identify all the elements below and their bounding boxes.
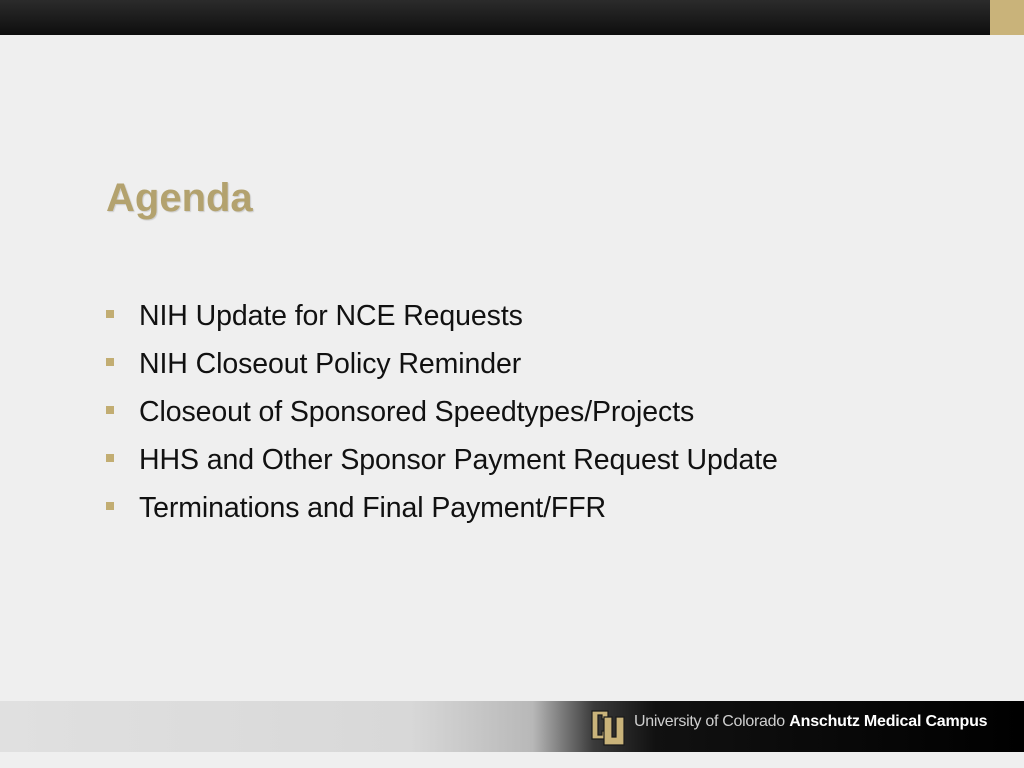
cu-logo-svg [588, 705, 626, 747]
agenda-item-text: Terminations and Final Payment/FFR [139, 491, 607, 524]
agenda-item-text: NIH Update for NCE Requests [139, 299, 523, 332]
cu-logo-icon [588, 705, 626, 747]
top-accent-block [990, 0, 1024, 35]
agenda-list [106, 292, 778, 532]
bullet-square-icon [106, 502, 114, 510]
bullet-square-icon [106, 454, 114, 462]
university-name: University of Colorado [634, 713, 785, 730]
agenda-item [106, 436, 778, 484]
top-bar [0, 0, 1024, 35]
agenda-item [106, 292, 778, 340]
bullet-square-icon [106, 310, 114, 318]
bullet-square-icon [106, 406, 114, 414]
agenda-item-text: Closeout of Sponsored Speedtypes/Projects [139, 395, 695, 428]
footer-wordmark [634, 713, 987, 731]
campus-name: Anschutz Medical Campus [789, 713, 988, 730]
agenda-item-text: HHS and Other Sponsor Payment Request Update [139, 443, 778, 476]
bullet-square-icon [106, 358, 114, 366]
agenda-item [106, 340, 778, 388]
footer-bottom-strip [0, 752, 1024, 768]
agenda-item [106, 484, 778, 532]
agenda-item-text: NIH Closeout Policy Reminder [139, 347, 522, 380]
slide-title: Agenda [106, 176, 253, 220]
agenda-item [106, 388, 778, 436]
